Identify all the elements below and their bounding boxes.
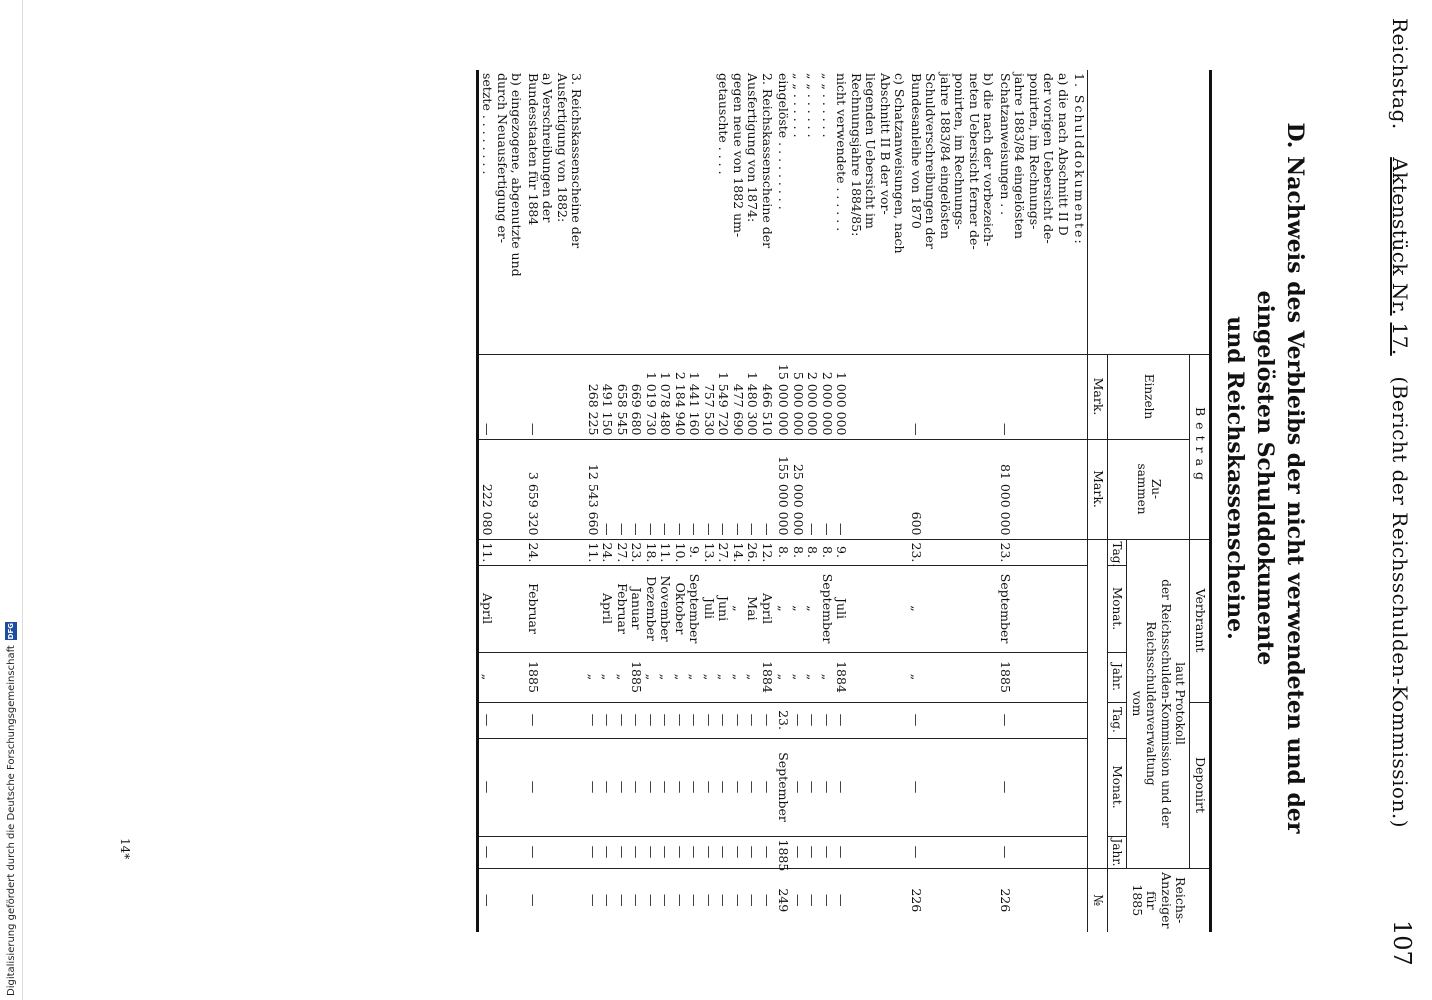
cell-dmonat: — — — — September — [775, 738, 908, 836]
running-head-suffix: (Bericht der Reichsschulden-Kommission.) — [1388, 376, 1412, 828]
cell-zusammen — [1071, 439, 1088, 539]
cell-einzeln: — — [478, 354, 525, 439]
cell-einzeln — [1071, 354, 1088, 439]
header-mark-zusammen: Mark. — [1088, 439, 1108, 539]
cell-nr: — — — — 249 — [775, 868, 908, 932]
cell-jahr: „ — [908, 652, 997, 702]
cell-djahr: — — [478, 836, 525, 868]
cell-djahr: — — [525, 836, 585, 868]
cell-djahr: — — — — — — — — — — — — — — [585, 836, 776, 868]
cell-tag: 23. — [997, 539, 1072, 565]
cell-einzeln: 1 000 000 2 000 000 2 000 000 5 000 000 15 000 000 — [775, 354, 908, 439]
cell-jahr: 1885 — [525, 652, 585, 702]
table-row — [775, 70, 908, 932]
cell-djahr: — — [908, 836, 997, 868]
row-desc: 3. Reichskassenscheine der Ausfertigung von 1882: a) Verschreibungen der Bundesstaaten für 1884 — [526, 73, 585, 249]
cell-jahr — [1071, 652, 1088, 702]
header-deponirt: Deponirt — [1190, 702, 1211, 868]
running-head-prefix: Reichstag. — [1388, 18, 1412, 130]
running-head — [1388, 18, 1412, 898]
page-title — [1220, 118, 1310, 838]
cell-dtag: — — [997, 702, 1072, 738]
cell-nr: — — [478, 868, 525, 932]
header-laut-protokoll: laut Protokoll der Reichsschulden-Kommission und der Reichsschuldenverwaltung vom — [1127, 539, 1190, 868]
header-spacer — [1088, 539, 1108, 868]
cell-monat: Juli September „ „ „ — [775, 565, 908, 652]
dfg-credit-text: Digitalisierung gefördert durch die Deutsche Forschungsgemeinschaft — [5, 645, 17, 996]
cell-zusammen: — — — — — — — — — — — — 12 543 660 — [585, 439, 776, 539]
header-verbrannt: Verbrannt — [1190, 539, 1211, 702]
header-djahr: Jahr. — [1108, 836, 1128, 868]
dfg-logo-icon: DFG — [7, 622, 15, 640]
running-head-middle: Aktenstück Nr. — [1388, 157, 1412, 316]
header-zusammen: Zu- sammen — [1108, 439, 1191, 539]
cell-jahr: „ — [478, 652, 525, 702]
cell-zusammen: 600 — [908, 439, 997, 539]
cell-tag: 9. 8. 8. 8. 8. — [775, 539, 908, 565]
table-row — [478, 70, 525, 932]
cell-tag — [1071, 539, 1088, 565]
header-tag: Tag. — [1108, 539, 1128, 565]
row-desc: b) eingezogene, abgenutzte und durch Neuausfertigung er- setzte . . . . . . . . — [478, 70, 525, 354]
cell-tag: 11. — [478, 539, 525, 565]
cell-monat: „ — [908, 565, 997, 652]
cell-zusammen: — — — 25 000 000 155 000 000 — [775, 439, 908, 539]
cell-dtag: — — — — 23. — [775, 702, 908, 738]
title-line-2: und Reichskassenscheine. — [1222, 316, 1248, 640]
header-nr: № — [1088, 868, 1108, 932]
cell-monat: April Mai „ Juni Juli September Oktober November Dezember Januar Februar April — [585, 565, 776, 652]
cell-tag: 12. 26. 14. 27. 13. 9. 10. 11. 18. 23. 27. 24. 11. — [585, 539, 776, 565]
cell-jahr: 1885 — [997, 652, 1072, 702]
table-row — [1071, 70, 1088, 932]
row-desc: c) Schatzanweisungen, nach Abschnitt II B der vor- liegenden Uebersicht im Rechnungsjahre 1884/85: nicht verwendete . . . . . . „ „ . . . . . . „ „ . . . . . . „ „ . . . . . . eingelöste . . . . . . . . . — [776, 73, 908, 254]
cell-djahr: — — [997, 836, 1072, 868]
header-jahr: Jahr. — [1108, 652, 1128, 702]
cell-dmonat — [1071, 738, 1088, 836]
header-dmonat: Monat. — [1108, 738, 1128, 836]
cell-dtag: — — — — — — — — — — — — — — [585, 702, 776, 738]
cell-einzeln: 466 510 1 480 300 477 690 1 549 720 757 530 1 441 160 2 184 940 1 078 480 1 019 730 669 680 658 545 491 150 268 225 — [585, 354, 776, 439]
page-number: 107 — [1388, 920, 1416, 966]
cell-dmonat: — — [478, 738, 525, 836]
verbleib-table — [476, 70, 1212, 932]
cell-nr: — — [525, 868, 585, 932]
header-dtag: Tag. — [1108, 702, 1128, 738]
cell-dtag: — — [908, 702, 997, 738]
header-blank — [1088, 70, 1211, 354]
header-betrag: Betrag — [1190, 354, 1211, 539]
header-reichsanzeiger: Reichs- Anzeiger für 1885 — [1108, 868, 1211, 932]
table-row — [908, 70, 997, 932]
cell-einzeln: — — [525, 354, 585, 439]
cell-zusammen: 81 000 000 — [997, 439, 1072, 539]
cell-dtag: — — [478, 702, 525, 738]
cell-tag: 23. — [908, 539, 997, 565]
cell-jahr: 1884 „ „ „ „ — [775, 652, 908, 702]
cell-nr: — — — — — — — — — — — — — — [585, 868, 776, 932]
table-row — [585, 70, 776, 932]
cell-einzeln: — — [908, 354, 997, 439]
table-row — [997, 70, 1072, 932]
cell-monat: April — [478, 565, 525, 652]
header-mark-einzeln: Mark. — [1088, 354, 1108, 439]
table-row — [525, 70, 585, 932]
row-desc: b) die nach der vorbezeich- neten Uebersicht ferner de- ponirten, im Rechnungs- jahre 1883/84 eingelösten Schuldverschreibungen der Bundesanleihe von 1870 — [909, 73, 997, 250]
cell-monat: Februar — [525, 565, 585, 652]
cell-nr: 226 — [997, 868, 1072, 932]
header-einzeln: Einzeln — [1108, 354, 1191, 439]
cell-tag: 24. — [525, 539, 585, 565]
cell-einzeln: — — [997, 354, 1072, 439]
cell-monat: September — [997, 565, 1072, 652]
cell-dmonat: — — [525, 738, 585, 836]
row-desc: 1. Schulddokumente: — [1072, 73, 1088, 246]
row-desc: 2. Reichskassenscheine der Ausfertigung von 1874: gegen neue von 1882 um- getauschte . . . . — [716, 73, 775, 249]
row-desc: a) die nach Abschnitt II D der vorigen Uebersicht de- ponirten, im Rechnungs- jahre 1883/84 eingelösten Schatzanweisungen . . — [998, 73, 1071, 244]
cell-nr — [1071, 868, 1088, 932]
cell-zusammen: 3 659 320 — [525, 439, 585, 539]
running-head-number: 17. — [1388, 322, 1412, 356]
cell-zusammen: 222 080 — [478, 439, 525, 539]
cell-dmonat: — — [997, 738, 1072, 836]
cell-dtag — [1071, 702, 1088, 738]
cell-dmonat: — — [908, 738, 997, 836]
cell-djahr — [1071, 836, 1088, 868]
cell-dmonat: — — — — — — — — — — — — — — [585, 738, 776, 836]
cell-monat — [1071, 565, 1088, 652]
cell-nr: 226 — [908, 868, 997, 932]
cell-djahr: — — — — 1885 — [775, 836, 908, 868]
footer-mark: 14* — [118, 838, 132, 860]
cell-dtag: — — [525, 702, 585, 738]
cell-jahr: 1884 „ „ „ „ „ „ „ „ 1885 „ „ „ — [585, 652, 776, 702]
title-line-1: D. Nachweis des Verbleibs der nicht verwendeten und der eingelösten Schulddokumente — [1252, 122, 1308, 834]
header-monat: Monat. — [1108, 565, 1128, 652]
